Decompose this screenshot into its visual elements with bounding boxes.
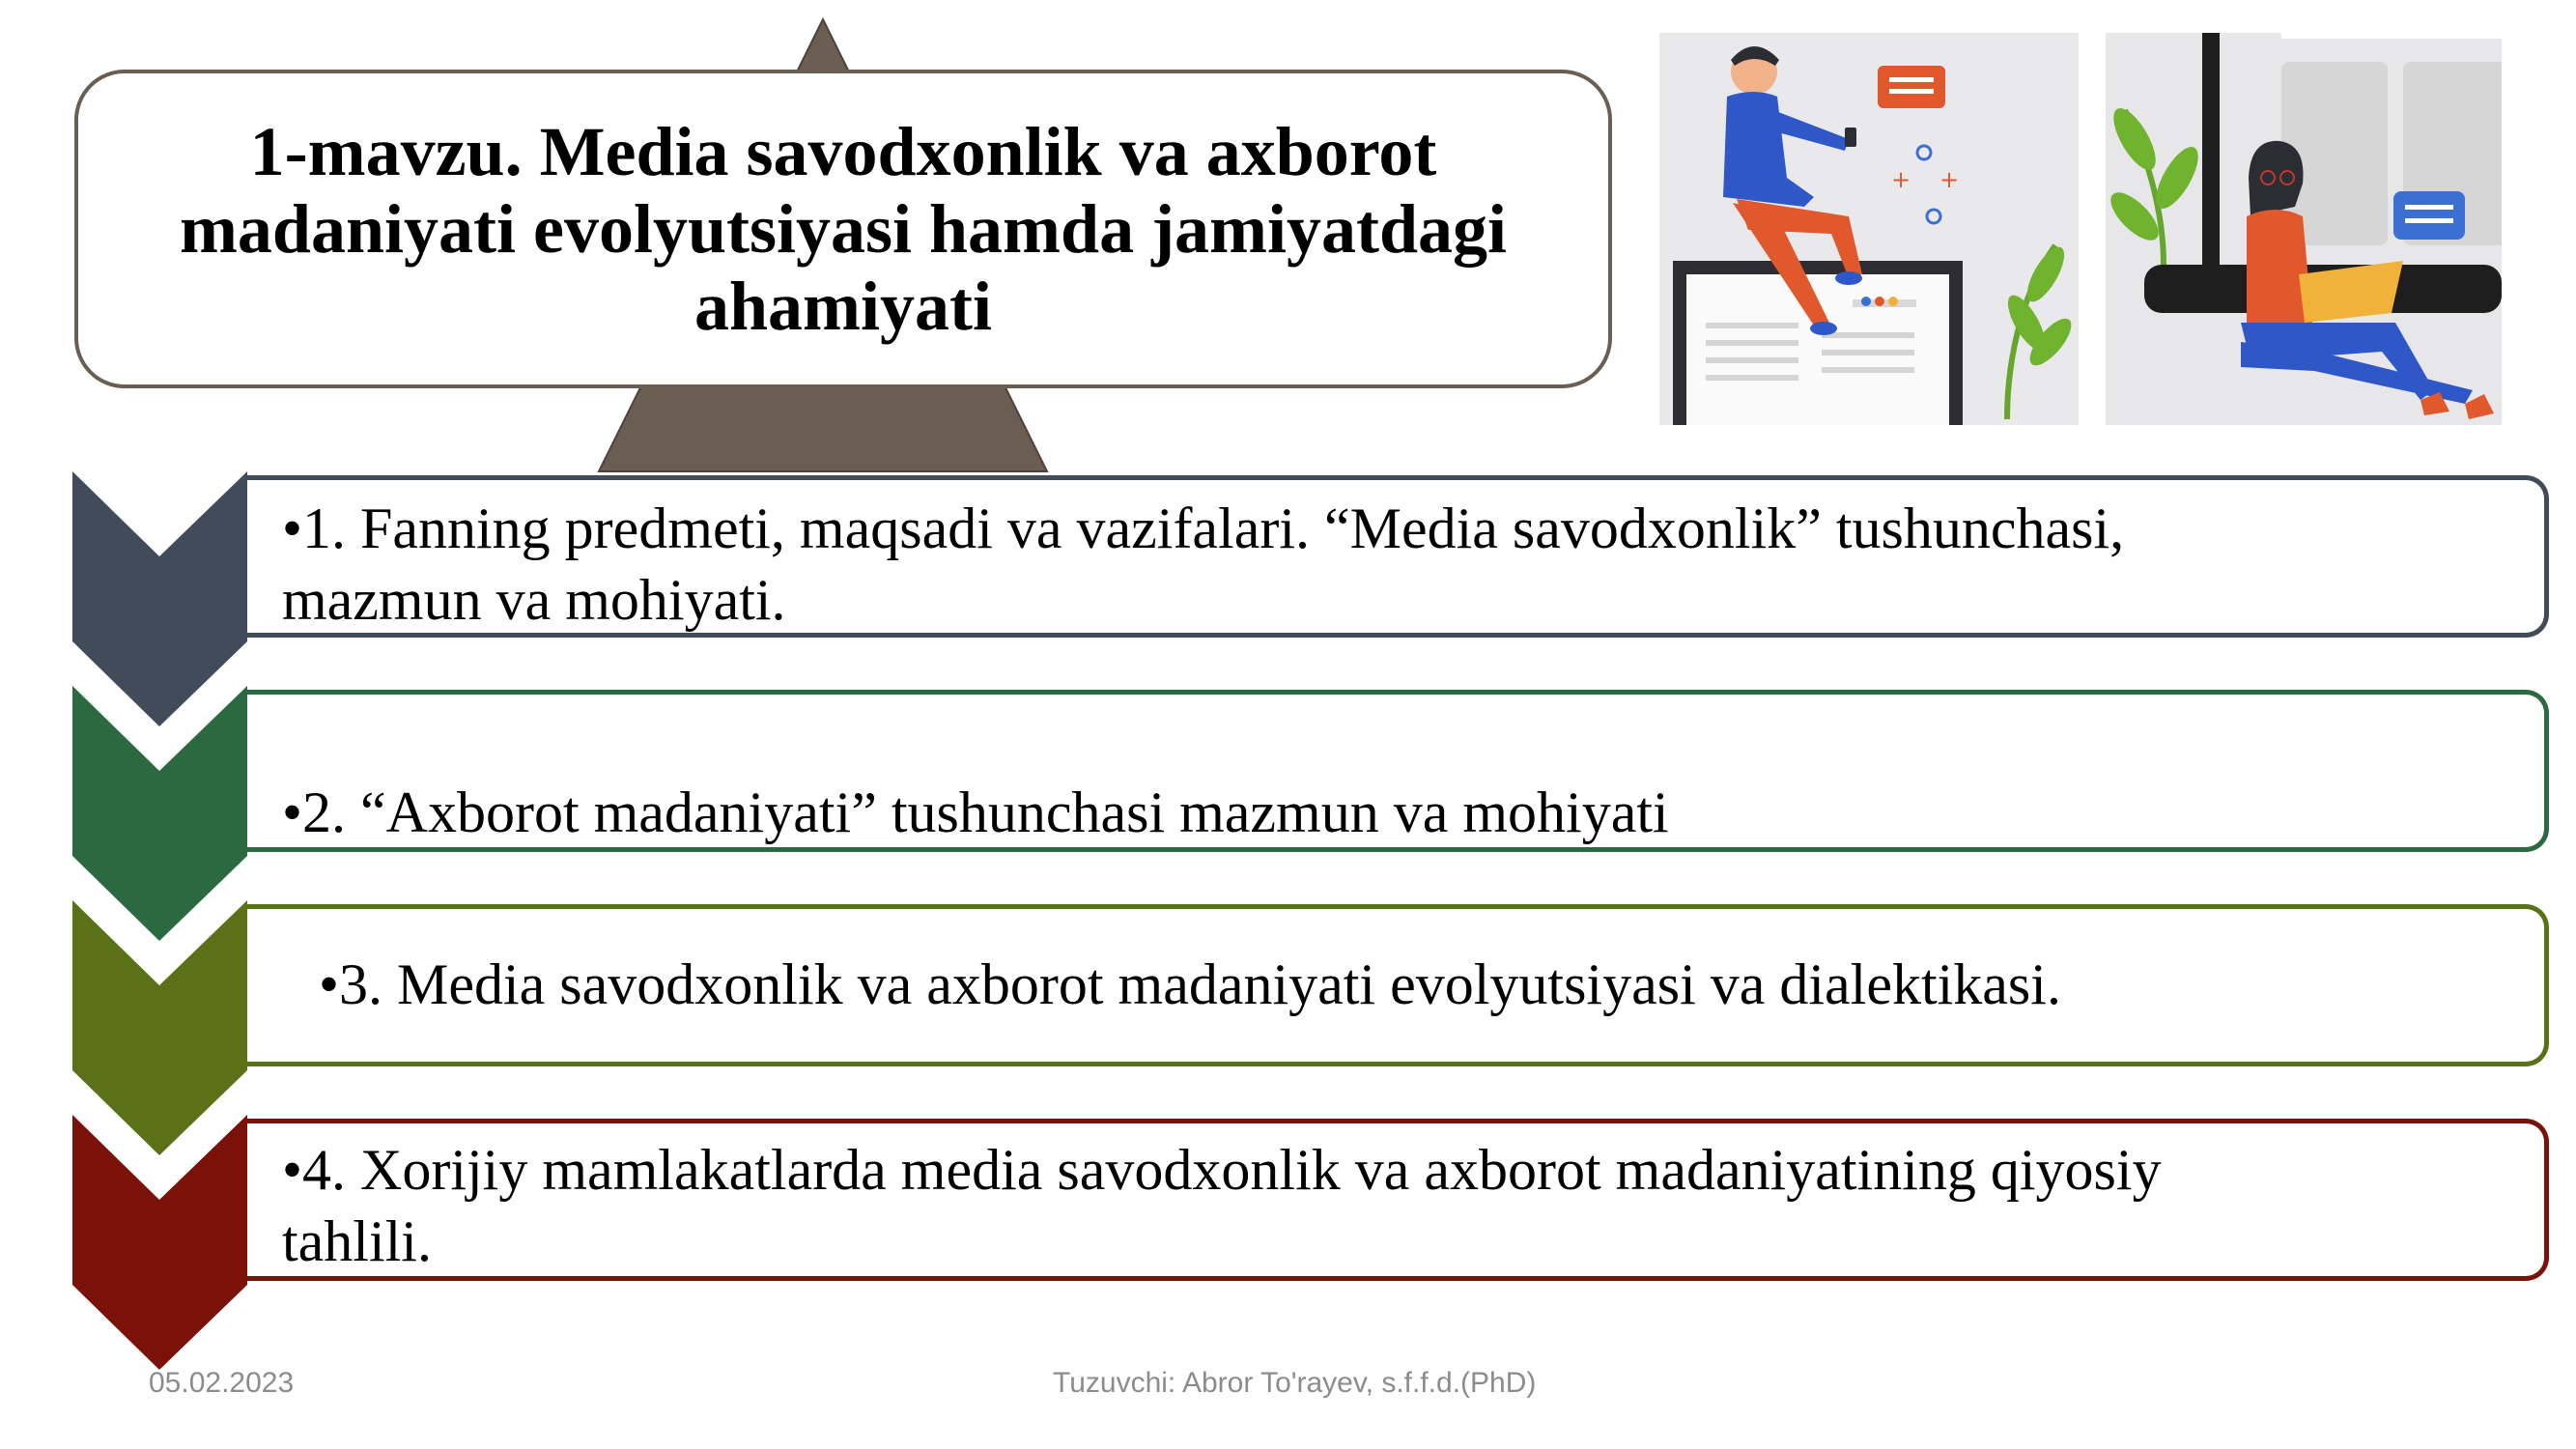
chevron-1-icon bbox=[72, 471, 247, 726]
title-line-1: 1-mavzu. Media savodxonlik va axborot bbox=[249, 113, 1437, 190]
topic-text-3 bbox=[319, 949, 2061, 1020]
man-illustration bbox=[1659, 33, 2079, 425]
woman-illustration bbox=[2106, 33, 2502, 425]
topic-4-line-2: tahlili. bbox=[282, 1209, 432, 1273]
topic-1-line-1: •1. Fanning predmeti, maqsadi va vazifalari. “Media savodxonlik” tushunchasi, bbox=[282, 497, 2125, 560]
topic-text-1 bbox=[282, 493, 2124, 636]
topic-text-4 bbox=[282, 1134, 2162, 1277]
topic-4-line-1: •4. Xorijiy mamlakatlarda media savodxonlik va axborot madaniyatining qiyosiy bbox=[282, 1138, 2162, 1202]
topic-text-2 bbox=[282, 777, 1669, 848]
svg-text:+: + bbox=[1939, 166, 1960, 193]
topic-3-line-1: •3. Media savodxonlik va axborot madaniyati evolyutsiyasi va dialektikasi. bbox=[319, 952, 2061, 1016]
title-line-3: ahamiyati bbox=[694, 268, 992, 345]
svg-text:+: + bbox=[1891, 166, 1911, 193]
slide-title bbox=[180, 113, 1507, 345]
title-line-2: madaniyati evolyutsiyasi hamda jamiyatdagi bbox=[179, 190, 1508, 268]
footer-author: Tuzuvchi: Abror To'rayev, s.f.f.d.(PhD) bbox=[1053, 1367, 1537, 1399]
footer-date: 05.02.2023 bbox=[149, 1367, 295, 1399]
title-box bbox=[74, 70, 1612, 388]
topic-2-line-1: •2. “Axborot madaniyati” tushunchasi mazmun va mohiyati bbox=[282, 781, 1669, 844]
topic-1-line-2: mazmun va mohiyati. bbox=[282, 568, 786, 632]
chevron-column bbox=[0, 0, 290, 1449]
